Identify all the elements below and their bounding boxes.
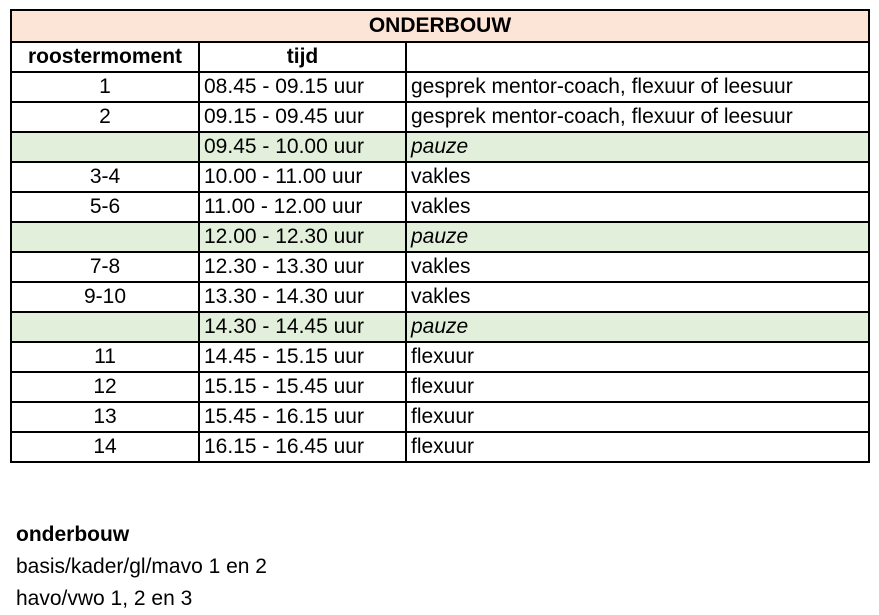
title-row — [11, 10, 869, 42]
table-row — [11, 402, 869, 432]
table-row — [11, 432, 869, 462]
table-row — [11, 342, 869, 372]
roostermoment-cell: 1 — [11, 72, 199, 102]
table-row — [11, 372, 869, 402]
column-header-tijd: tijd — [199, 42, 406, 72]
roostermoment-cell: 12 — [11, 372, 199, 402]
activity-cell: vakles — [406, 252, 869, 282]
tijd-cell: 12.30 - 13.30 uur — [199, 252, 406, 282]
tijd-cell: 16.15 - 16.45 uur — [199, 432, 406, 462]
tijd-cell: 10.00 - 11.00 uur — [199, 162, 406, 192]
tijd-cell: 09.15 - 09.45 uur — [199, 102, 406, 132]
activity-cell: gesprek mentor-coach, flexuur of leesuur — [406, 102, 869, 132]
roostermoment-cell: 11 — [11, 342, 199, 372]
pauze-row — [11, 312, 869, 342]
footer-line: havo/vwo 1, 2 en 3 — [16, 587, 193, 610]
table-row — [11, 162, 869, 192]
tijd-cell: 14.30 - 14.45 uur — [199, 312, 406, 342]
table-row — [11, 102, 869, 132]
footer-note — [16, 519, 267, 615]
column-header-roostermoment: roostermoment — [11, 42, 199, 72]
table-row — [11, 192, 869, 222]
roostermoment-cell: 2 — [11, 102, 199, 132]
pauze-row — [11, 222, 869, 252]
footer-title: onderbouw — [16, 523, 130, 546]
tijd-cell: 15.15 - 15.45 uur — [199, 372, 406, 402]
roostermoment-cell: 9-10 — [11, 282, 199, 312]
tijd-cell: 14.45 - 15.15 uur — [199, 342, 406, 372]
activity-cell: flexuur — [406, 432, 869, 462]
activity-cell: vakles — [406, 192, 869, 222]
schedule-body — [11, 10, 869, 462]
table-row — [11, 72, 869, 102]
header-row — [11, 42, 869, 72]
footer-line: basis/kader/gl/mavo 1 en 2 — [16, 555, 267, 578]
activity-cell: gesprek mentor-coach, flexuur of leesuur — [406, 72, 869, 102]
roostermoment-cell: 7-8 — [11, 252, 199, 282]
table-row — [11, 252, 869, 282]
roostermoment-cell: 14 — [11, 432, 199, 462]
tijd-cell: 13.30 - 14.30 uur — [199, 282, 406, 312]
activity-cell: flexuur — [406, 372, 869, 402]
tijd-cell: 15.45 - 16.15 uur — [199, 402, 406, 432]
table-row — [11, 282, 869, 312]
roostermoment-cell — [11, 132, 199, 162]
tijd-cell: 12.00 - 12.30 uur — [199, 222, 406, 252]
roostermoment-cell: 5-6 — [11, 192, 199, 222]
tijd-cell: 08.45 - 09.15 uur — [199, 72, 406, 102]
activity-cell: flexuur — [406, 342, 869, 372]
activity-cell: pauze — [406, 222, 869, 252]
activity-cell: vakles — [406, 282, 869, 312]
roostermoment-cell — [11, 312, 199, 342]
tijd-cell: 09.45 - 10.00 uur — [199, 132, 406, 162]
pauze-row — [11, 132, 869, 162]
roostermoment-cell: 3-4 — [11, 162, 199, 192]
activity-cell: vakles — [406, 162, 869, 192]
activity-cell: pauze — [406, 132, 869, 162]
tijd-cell: 11.00 - 12.00 uur — [199, 192, 406, 222]
roostermoment-cell: 13 — [11, 402, 199, 432]
activity-cell: flexuur — [406, 402, 869, 432]
table-title: ONDERBOUW — [11, 10, 869, 42]
roostermoment-cell — [11, 222, 199, 252]
activity-cell: pauze — [406, 312, 869, 342]
column-header-activity — [406, 42, 869, 72]
schedule-table — [10, 9, 870, 463]
